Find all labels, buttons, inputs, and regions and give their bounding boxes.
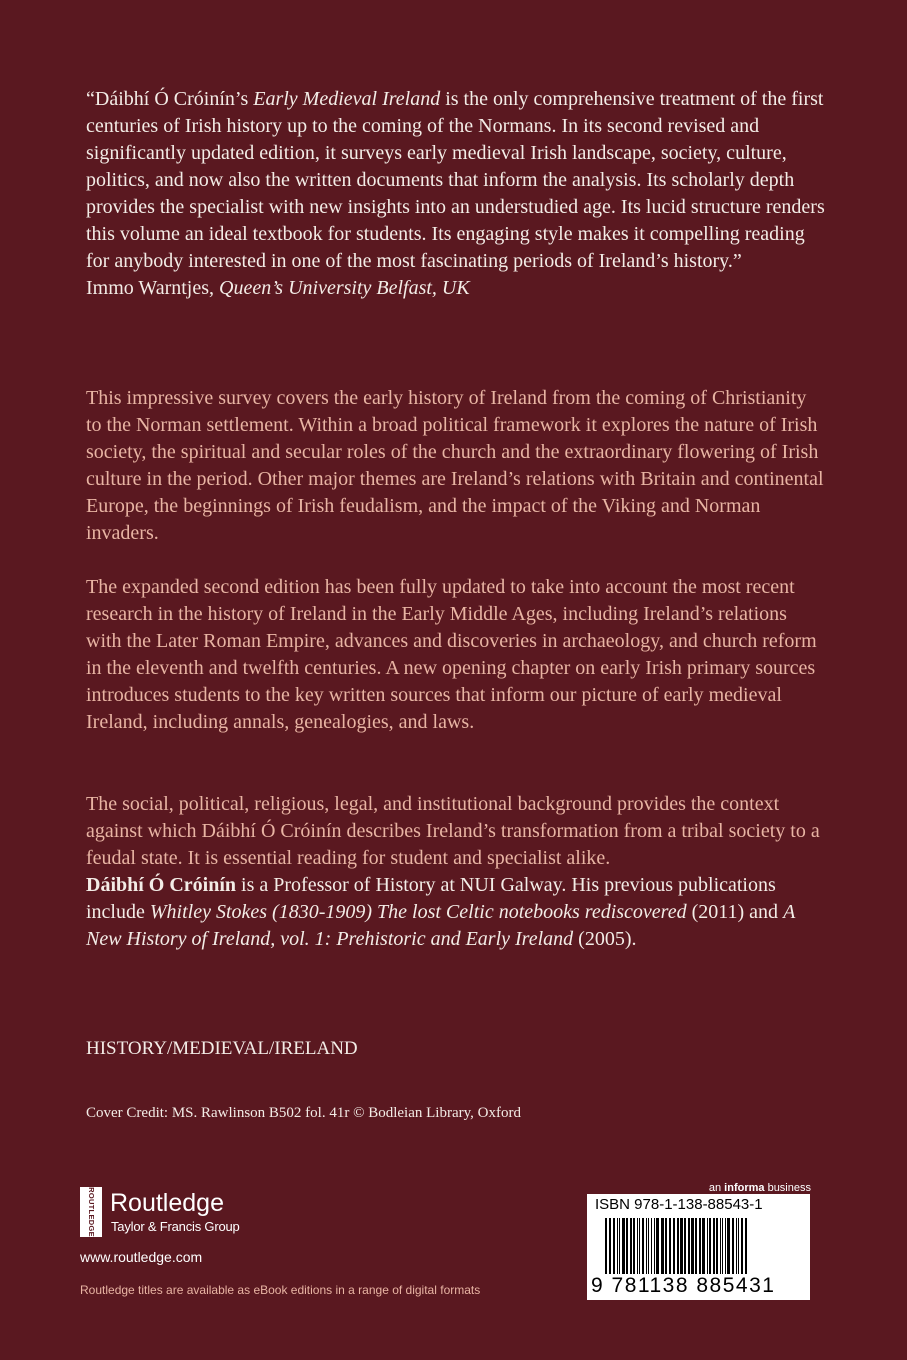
barcode-bar — [727, 1218, 730, 1276]
barcode-bar — [722, 1218, 723, 1276]
barcode-bar — [609, 1218, 611, 1282]
barcode-bar — [688, 1218, 690, 1276]
barcode-bar — [702, 1218, 705, 1276]
barcode-bar — [709, 1218, 711, 1276]
informa-business-label: an informa business — [708, 1182, 811, 1194]
barcode-bar — [605, 1218, 607, 1282]
barcode-bar — [695, 1218, 697, 1276]
barcode-bar — [673, 1218, 675, 1282]
barcode-bar — [665, 1218, 667, 1276]
barcode-bar — [725, 1218, 726, 1276]
barcode-bar — [622, 1218, 625, 1276]
bio-text: is a Professor of History at NUI Galway. His previous publications include — [86, 874, 776, 923]
barcode-bar — [741, 1218, 743, 1282]
endorsement-body: is the only comprehensive treatment of the first centuries of Irish history up to the coming of the Normans. In its second revised and significantly updated edition, it surveys early medieval Irish landscape, society, culture, politics, and now also the written documents that inform the analysis. Its scholarly depth provides the specialist with new insights into an understudied age. Its lucid structure renders this volume an ideal textbook for students. Its engaging style makes it compelling reading for anybody interested in one of the most fascinating periods of Ireland’s history.” — [86, 88, 825, 272]
barcode-bar — [699, 1218, 701, 1276]
publisher-website[interactable]: www.routledge.com — [80, 1249, 203, 1265]
barcode-bar — [613, 1218, 615, 1276]
barcode-bar — [626, 1218, 628, 1276]
ebook-note: Routledge titles are available as eBook editions in a range of digital formats — [80, 1283, 481, 1297]
subject-category: HISTORY/MEDIEVAL/IRELAND — [86, 1038, 358, 1059]
reviewer-name: Immo Warntjes, — [86, 277, 219, 299]
isbn-barcode — [587, 1194, 810, 1300]
barcode-bar — [651, 1218, 652, 1276]
endorsement-author: Dáibhí Ó Cróinín’s — [94, 88, 254, 110]
endorsement-attribution — [86, 275, 826, 302]
publisher-name: Routledge — [110, 1189, 224, 1217]
bio-text: (2005). — [573, 928, 637, 950]
barcode-bar — [639, 1218, 640, 1276]
barcode-bar — [716, 1218, 718, 1276]
barcode-bar — [656, 1218, 659, 1276]
isbn-label: ISBN 978-1-138-88543-1 — [595, 1196, 763, 1213]
endorsement-quote — [86, 86, 826, 302]
bio-work-title: Whitley Stokes (1830-1909) The lost Celtic notebooks rediscovered — [149, 901, 687, 923]
barcode-bar — [661, 1218, 664, 1276]
barcode-bar — [713, 1218, 715, 1276]
bio-author-name: Dáibhí Ó Cróinín — [86, 874, 237, 896]
barcode-bar — [738, 1218, 739, 1276]
barcode-bar — [633, 1218, 635, 1276]
barcode-bar — [677, 1218, 679, 1282]
barcode-bar — [680, 1218, 683, 1276]
description-paragraph-2: The expanded second edition has been fully updated to take into account the most recent research in the history of Ireland in the Early Middle Ages, including Ireland’s relations with the Later Roman Empire, advances and discoveries in archaeology, and church reform in the eleventh and twelfth centuries. A new opening chapter on early Irish primary sources introduces students to the key written sources that inform our picture of early medieval Ireland, including annals, genealogies, and laws. — [86, 576, 817, 733]
barcode-bar — [707, 1218, 708, 1276]
barcode-bar — [691, 1218, 694, 1276]
author-bio — [86, 872, 826, 953]
barcode-bar — [654, 1218, 655, 1276]
barcode-bar — [684, 1218, 686, 1276]
description-paragraph-3: The social, political, religious, legal, and institutional background provides the context against which Dáibhí Ó Cróinín describes Ireland’s transformation from a tribal society to a feudal state. It is essential reading for student and specialist alike. — [86, 793, 820, 869]
barcode-bar — [669, 1218, 671, 1276]
logo-text: ROUTLEDGE — [87, 1187, 97, 1237]
barcode-bar — [617, 1218, 618, 1276]
barcode-bar — [642, 1218, 644, 1276]
barcode-bar — [720, 1218, 721, 1276]
barcode-bar — [648, 1218, 649, 1276]
description-paragraph-1: This impressive survey covers the early history of Ireland from the coming of Christianity to the Norman settlement. Within a broad political framework it explores the nature of Irish society, the spiritual and secular roles of the church and the extraordinary flowering of Irish culture in the period. Other major themes are Ireland’s relations with Britain and continental Europe, the beginnings of Irish feudalism, and the impact of the Viking and Norman invaders. — [86, 387, 824, 544]
reviewer-affiliation: Queen’s University Belfast, UK — [219, 277, 470, 299]
barcode-digits: 9 781138 885431 — [591, 1274, 776, 1297]
barcode-bar — [637, 1218, 638, 1276]
barcode-bar — [646, 1218, 647, 1276]
cover-credit: Cover Credit: MS. Rawlinson B502 fol. 41r © Bodleian Library, Oxford — [86, 1105, 521, 1121]
barcode-bar — [732, 1218, 734, 1276]
bio-work-title: A New History of Ireland, vol. 1: Prehistoric and Early Ireland — [86, 901, 795, 950]
bio-text: (2011) and — [686, 901, 784, 923]
routledge-logo-icon — [80, 1187, 102, 1237]
barcode-bar — [619, 1218, 620, 1276]
barcode-bar — [736, 1218, 737, 1276]
open-quote: “ — [86, 88, 95, 110]
book-title: Early Medieval Ireland — [253, 88, 441, 110]
barcode-bar — [745, 1218, 747, 1282]
publisher-group: Taylor & Francis Group — [111, 1219, 240, 1234]
informa-brand: informa — [724, 1182, 765, 1194]
barcode-bar — [630, 1218, 632, 1276]
